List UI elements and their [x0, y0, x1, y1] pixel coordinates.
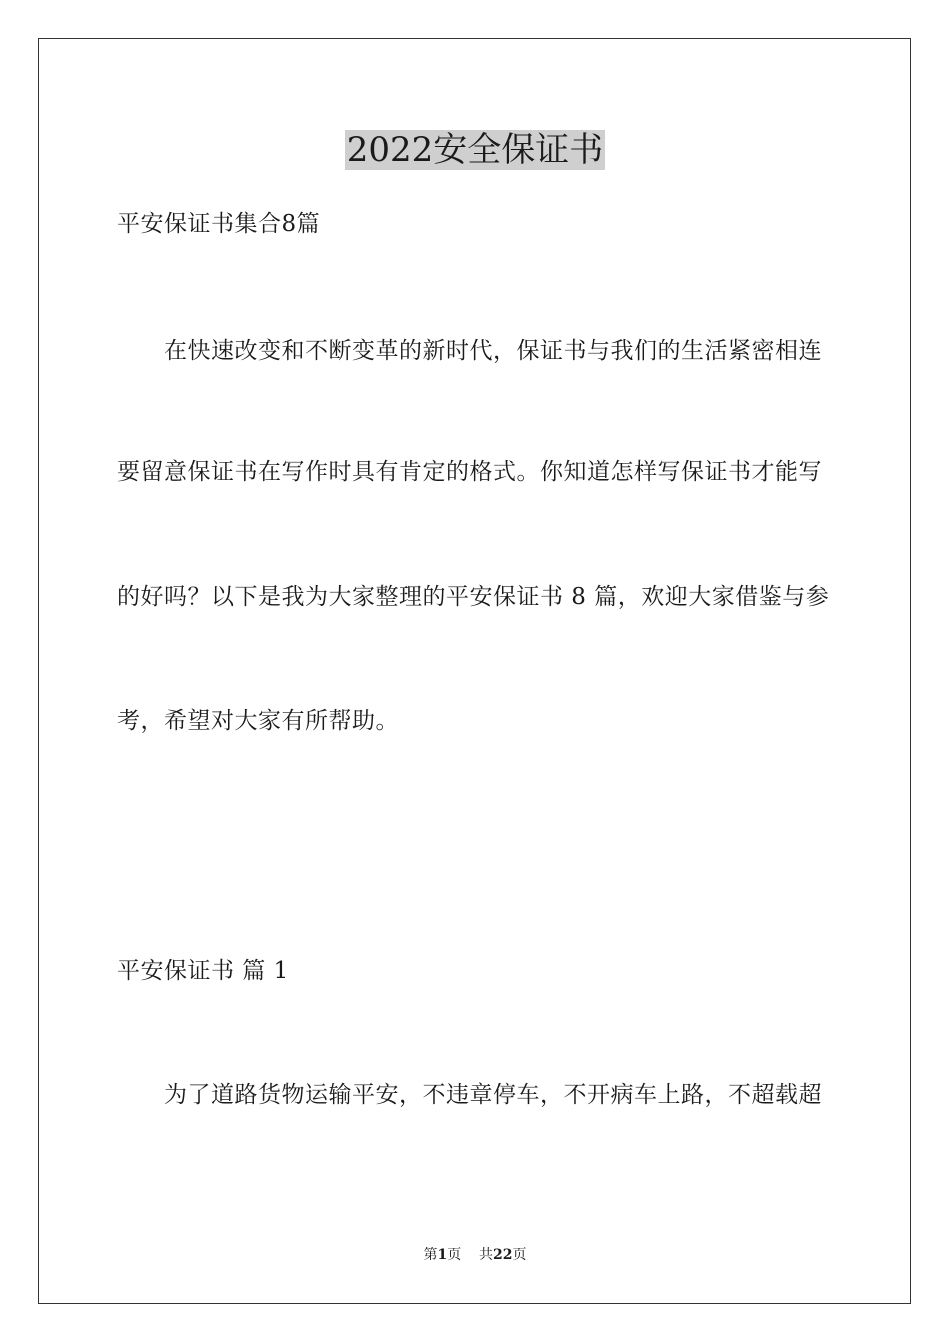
footer-page-total: 22 — [493, 1247, 513, 1263]
document-title-text: 2022安全保证书 — [346, 130, 604, 170]
section-heading: 平安保证书 篇 1 — [117, 958, 289, 984]
intro-line-3: 的好吗？以下是我为大家整理的平安保证书 8 篇，欢迎大家借鉴与参 — [117, 584, 830, 610]
section-line-1: 为了道路货物运输平安，不违章停车，不开病车上路，不超载超 — [164, 1082, 822, 1108]
intro-line-2: 要留意保证书在写作时具有肯定的格式。你知道怎样写保证书才能写 — [117, 459, 822, 485]
footer-page-current: 1 — [437, 1247, 448, 1263]
footer-page-prefix: 第 — [423, 1247, 438, 1263]
document-title — [0, 128, 950, 172]
intro-line-1: 在快速改变和不断变革的新时代，保证书与我们的生活紧密相连 — [164, 338, 822, 364]
footer-page-mid: 页 共 — [447, 1247, 494, 1263]
page-footer — [0, 1245, 950, 1265]
intro-line-4: 考，希望对大家有所帮助。 — [117, 708, 399, 734]
document-subtitle: 平安保证书集合8篇 — [117, 211, 321, 237]
footer-page-suffix: 页 — [512, 1247, 527, 1263]
